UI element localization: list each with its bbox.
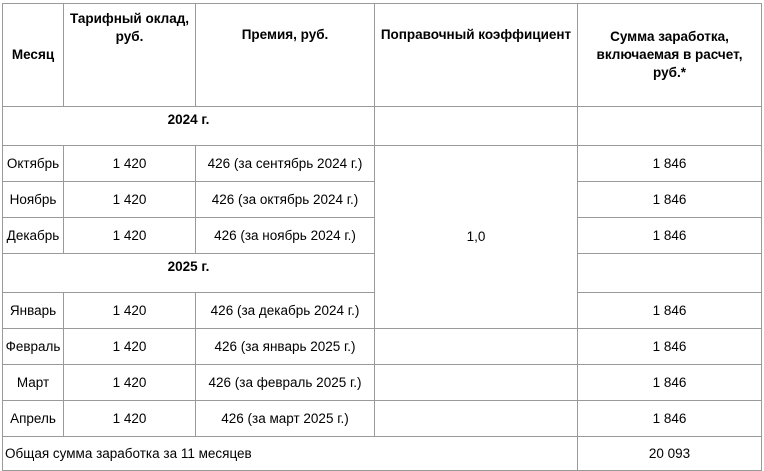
month-cell: Ноябрь: [3, 182, 64, 218]
month-cell: Апрель: [3, 401, 64, 437]
total-label: Общая сумма заработка за 11 месяцев: [3, 437, 578, 471]
table-row: [3, 146, 762, 182]
header-earnings: Сумма заработка, включаемая в расчет, руб.*: [578, 4, 762, 107]
header-row: [3, 4, 762, 107]
salary-cell: 1 420: [64, 401, 196, 437]
year-2024-total-cell: [578, 107, 762, 146]
salary-cell: 1 420: [64, 182, 196, 218]
earnings-table: [2, 3, 762, 471]
salary-cell: 1 420: [64, 329, 196, 365]
table-row: [3, 329, 762, 365]
salary-cell: 1 420: [64, 146, 196, 182]
salary-cell: 1 420: [64, 293, 196, 329]
coefficient-cell: 1,0: [375, 146, 578, 329]
bonus-cell: 426 (за январь 2025 г.): [196, 329, 375, 365]
total-cell: 1 846: [578, 146, 762, 182]
bonus-cell: 426 (за март 2025 г.): [196, 401, 375, 437]
total-cell: 1 846: [578, 401, 762, 437]
header-coefficient: Поправочный коэффициент: [375, 4, 578, 107]
header-bonus: Премия, руб.: [196, 4, 375, 107]
salary-cell: 1 420: [64, 365, 196, 401]
year-label-2024: 2024 г.: [3, 107, 375, 146]
empty-coefficient-cell: [375, 401, 578, 437]
total-cell: 1 846: [578, 365, 762, 401]
bonus-cell: 426 (за ноябрь 2024 г.): [196, 218, 375, 254]
table-row: [3, 365, 762, 401]
bonus-cell: 426 (за сентябрь 2024 г.): [196, 146, 375, 182]
salary-cell: 1 420: [64, 218, 196, 254]
month-cell: Октябрь: [3, 146, 64, 182]
bonus-cell: 426 (за декабрь 2024 г.): [196, 293, 375, 329]
month-cell: Январь: [3, 293, 64, 329]
year-2025-total-cell: [578, 254, 762, 293]
total-value: 20 093: [578, 437, 762, 471]
header-month: Месяц: [3, 4, 64, 107]
total-cell: 1 846: [578, 329, 762, 365]
empty-coefficient-cell: [375, 329, 578, 365]
month-cell: Февраль: [3, 329, 64, 365]
bonus-cell: 426 (за октябрь 2024 г.): [196, 182, 375, 218]
total-cell: 1 846: [578, 293, 762, 329]
earnings-table-container: [2, 3, 762, 471]
year-2024-coefficient-cell: [375, 107, 578, 146]
empty-coefficient-cell: [375, 365, 578, 401]
header-salary: Тарифный оклад, руб.: [64, 4, 196, 107]
total-cell: 1 846: [578, 218, 762, 254]
bonus-cell: 426 (за февраль 2025 г.): [196, 365, 375, 401]
total-cell: 1 846: [578, 182, 762, 218]
month-cell: Март: [3, 365, 64, 401]
year-label-2025: 2025 г.: [3, 254, 375, 293]
year-row-2024: [3, 107, 762, 146]
table-row: [3, 401, 762, 437]
month-cell: Декабрь: [3, 218, 64, 254]
